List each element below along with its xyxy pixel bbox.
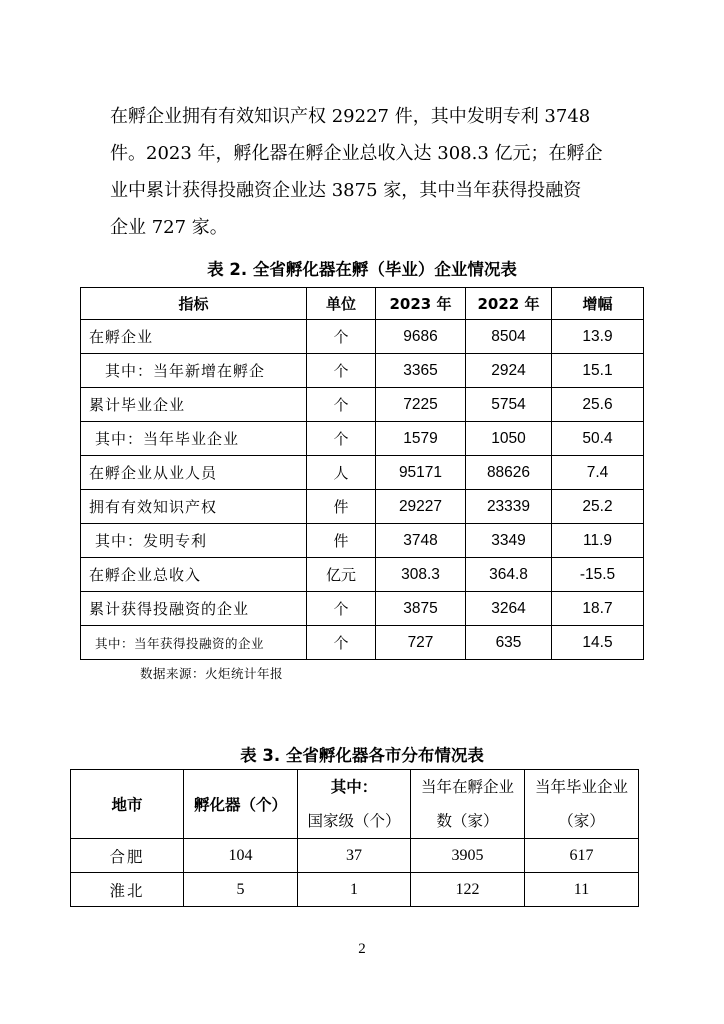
paragraph-line: 在孵企业拥有有效知识产权 29227 件，其中发明专利 3748 (110, 106, 591, 127)
table-row (71, 839, 639, 873)
table-row (81, 456, 644, 490)
growth-cell: 14.5 (552, 626, 644, 660)
growth-cell: -15.5 (552, 558, 644, 592)
graduated-cell: 617 (525, 839, 639, 873)
unit-cell: 个 (307, 626, 376, 660)
header-unit: 单位 (307, 288, 376, 320)
data-source-note: 数据来源：火炬统计年报 (140, 666, 284, 681)
city-cell: 淮北 (71, 873, 184, 907)
indicator-cell: 其中：当年获得投融资的企业 (81, 626, 307, 660)
header-incubating-line2: 数（家） (436, 812, 499, 830)
paragraph-line: 企业 727 家。 (110, 217, 228, 238)
table-row (81, 422, 644, 456)
value-2023-cell: 308.3 (376, 558, 466, 592)
table-row (81, 626, 644, 660)
growth-cell: 25.2 (552, 490, 644, 524)
value-2022-cell: 364.8 (466, 558, 552, 592)
value-2022-cell: 2924 (466, 354, 552, 388)
header-growth: 增幅 (552, 288, 644, 320)
unit-cell: 人 (307, 456, 376, 490)
indicator-cell: 其中：当年新增在孵企 (81, 354, 307, 388)
indicator-cell: 其中：发明专利 (81, 524, 307, 558)
value-2023-cell: 727 (376, 626, 466, 660)
city-cell: 合肥 (71, 839, 184, 873)
value-2023-cell: 7225 (376, 388, 466, 422)
national-cell: 1 (298, 873, 411, 907)
indicator-cell: 累计毕业企业 (81, 388, 307, 422)
table-header-row (81, 288, 644, 320)
incubating-cell: 3905 (411, 839, 525, 873)
table-row (71, 873, 639, 907)
incubating-cell: 122 (411, 873, 525, 907)
value-2023-cell: 95171 (376, 456, 466, 490)
unit-cell: 个 (307, 388, 376, 422)
incubators-cell: 104 (184, 839, 298, 873)
paragraph-line: 业中累计获得投融资企业达 3875 家，其中当年获得投融资 (110, 180, 582, 201)
unit-cell: 个 (307, 320, 376, 354)
graduated-cell: 11 (525, 873, 639, 907)
table2-caption: 表 2. 全省孵化器在孵（毕业）企业情况表 (207, 260, 517, 279)
header-incubating (411, 770, 525, 839)
header-2023: 2023 年 (376, 288, 466, 320)
table3-caption: 表 3. 全省孵化器各市分布情况表 (240, 746, 484, 765)
table-row (81, 490, 644, 524)
indicator-cell: 在孵企业从业人员 (81, 456, 307, 490)
paragraph-line: 件。2023 年，孵化器在孵企业总收入达 308.3 亿元；在孵企 (110, 143, 603, 164)
header-national-line2: 国家级（个） (307, 812, 401, 830)
national-cell: 37 (298, 839, 411, 873)
unit-cell: 件 (307, 490, 376, 524)
growth-cell: 25.6 (552, 388, 644, 422)
table-row (81, 558, 644, 592)
growth-cell: 11.9 (552, 524, 644, 558)
growth-cell: 18.7 (552, 592, 644, 626)
growth-cell: 7.4 (552, 456, 644, 490)
header-incubating-line1: 当年在孵企业 (420, 778, 514, 796)
header-graduated-line1: 当年毕业企业 (534, 778, 628, 796)
unit-cell: 件 (307, 524, 376, 558)
indicator-cell: 其中：当年毕业企业 (81, 422, 307, 456)
city-distribution-table (70, 769, 639, 907)
value-2022-cell: 3349 (466, 524, 552, 558)
table-row (81, 388, 644, 422)
growth-cell: 15.1 (552, 354, 644, 388)
table-row (81, 592, 644, 626)
header-2022: 2022 年 (466, 288, 552, 320)
unit-cell: 个 (307, 354, 376, 388)
indicator-cell: 累计获得投融资的企业 (81, 592, 307, 626)
value-2022-cell: 5754 (466, 388, 552, 422)
header-incubators: 孵化器（个） (184, 770, 298, 839)
indicator-cell: 在孵企业 (81, 320, 307, 354)
value-2023-cell: 29227 (376, 490, 466, 524)
value-2023-cell: 9686 (376, 320, 466, 354)
value-2023-cell: 3748 (376, 524, 466, 558)
growth-cell: 13.9 (552, 320, 644, 354)
header-national-line1: 其中： (330, 777, 378, 796)
table-header-row (71, 770, 639, 839)
incubators-cell: 5 (184, 873, 298, 907)
indicator-cell: 在孵企业总收入 (81, 558, 307, 592)
header-graduated-line2: （家） (558, 812, 605, 830)
value-2023-cell: 1579 (376, 422, 466, 456)
table-row (81, 320, 644, 354)
unit-cell: 亿元 (307, 558, 376, 592)
page-number: 2 (358, 941, 366, 957)
incubator-enterprise-table (80, 287, 644, 660)
unit-cell: 个 (307, 592, 376, 626)
header-graduated (525, 770, 639, 839)
value-2022-cell: 23339 (466, 490, 552, 524)
value-2023-cell: 3365 (376, 354, 466, 388)
growth-cell: 50.4 (552, 422, 644, 456)
value-2022-cell: 635 (466, 626, 552, 660)
header-national (298, 770, 411, 839)
table-row (81, 524, 644, 558)
header-city: 地市 (71, 770, 184, 839)
value-2022-cell: 8504 (466, 320, 552, 354)
body-paragraph (110, 98, 630, 246)
table-row (81, 354, 644, 388)
value-2023-cell: 3875 (376, 592, 466, 626)
indicator-cell: 拥有有效知识产权 (81, 490, 307, 524)
value-2022-cell: 1050 (466, 422, 552, 456)
unit-cell: 个 (307, 422, 376, 456)
value-2022-cell: 88626 (466, 456, 552, 490)
header-indicator: 指标 (81, 288, 307, 320)
value-2022-cell: 3264 (466, 592, 552, 626)
